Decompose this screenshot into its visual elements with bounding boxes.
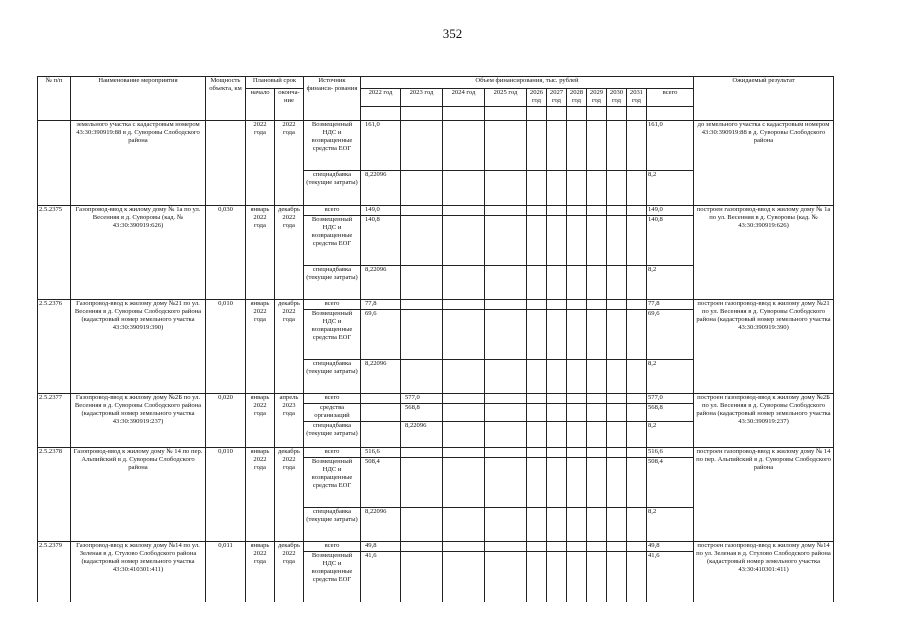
year-value [587,215,607,265]
year-value [527,447,547,457]
item-end: декабрь 2022 года [275,447,304,541]
header-year: 2023 год [401,89,443,107]
year-value [547,120,567,170]
funding-source: всего [304,299,361,309]
item-name: Газопровод-ввод к жилому дому №14 по ул. Зеленая в д. Стулово Слободского района (кадастровый номер земельного участка 43:30:410301:411) [71,541,206,602]
header-year: 2028 год [567,89,587,107]
year-value [401,309,443,359]
year-value [485,447,527,457]
year-value [485,551,527,602]
header-total: всего [647,89,694,107]
year-value [485,170,527,205]
year-value: 41,6 [361,551,401,602]
header-year: 2025 год [485,89,527,107]
year-value [527,551,547,602]
year-value [527,215,547,265]
year-value [627,393,647,403]
table-row [38,447,834,457]
year-value [547,507,567,541]
header-name: Наименование мероприятия [71,77,206,121]
year-value [401,299,443,309]
item-capacity: 0,020 [206,393,246,447]
funding-source: Возмещенный НДС и возвращенные средства ЕОГ [304,215,361,265]
year-value [567,205,587,215]
funding-source: Возмещенный НДС и возвращенные средства ЕОГ [304,120,361,170]
header-year: 2027 год [547,89,567,107]
year-value [607,421,627,447]
year-value: 8,22096 [361,265,401,299]
funding-source: спецнадбавка (текущие затраты) [304,507,361,541]
funding-source: спецнадбавка (текущие затраты) [304,421,361,447]
item-result: построен газопровод-ввод к жилому дому № 14 по пер. Альпийский в д. Суворовы Слободского района [694,447,834,541]
year-value [527,421,547,447]
year-value [627,309,647,359]
year-value: 161,0 [361,120,401,170]
year-value [485,299,527,309]
item-number: 2.5.2375 [38,205,71,299]
year-value [527,393,547,403]
header-year: 2022 год [361,89,401,107]
funding-source: всего [304,393,361,403]
year-value [485,265,527,299]
year-value [627,215,647,265]
year-value [401,507,443,541]
year-value [443,170,485,205]
year-value [443,359,485,393]
year-value [587,457,607,507]
year-value [527,205,547,215]
funding-source: Возмещенный НДС и возвращенные средства ЕОГ [304,551,361,602]
item-result: построен газопровод-ввод к жилому дому № 1а по ул. Весенняя в д. Суворовы (кад. № 43:30:390919:626) [694,205,834,299]
year-value [627,120,647,170]
row-total: 69,6 [647,309,694,359]
header-year: 2031 год [627,89,647,107]
year-value [527,457,547,507]
year-value [547,403,567,421]
row-total: 41,6 [647,551,694,602]
year-value: 77,8 [361,299,401,309]
item-number: 2.5.2378 [38,447,71,541]
item-name: Газопровод-ввод к жилому дому № 14 по пер. Альпийский в д. Суворовы Слободского района [71,447,206,541]
year-value [547,299,567,309]
row-total: 140,8 [647,215,694,265]
header-term-end: оконча- ние [275,89,304,121]
year-value [607,393,627,403]
year-value [547,205,567,215]
year-value [547,309,567,359]
year-value [443,551,485,602]
year-value: 8,22096 [401,421,443,447]
year-value [567,215,587,265]
year-value [485,120,527,170]
year-value [587,205,607,215]
item-end: 2022 года [275,120,304,205]
row-total: 8,2 [647,265,694,299]
year-value [485,541,527,551]
year-value: 8,22096 [361,507,401,541]
year-value [361,421,401,447]
year-value [607,215,627,265]
year-value [587,309,607,359]
item-capacity [206,120,246,205]
row-total: 8,2 [647,421,694,447]
year-value [527,403,547,421]
year-value [485,457,527,507]
year-value [567,393,587,403]
row-total: 568,8 [647,403,694,421]
year-value: 516,6 [361,447,401,457]
year-value [567,299,587,309]
row-total: 508,4 [647,457,694,507]
table-row [38,393,834,403]
year-value [587,551,607,602]
year-value [607,359,627,393]
year-value [547,170,567,205]
year-value [401,447,443,457]
funding-source: всего [304,447,361,457]
financing-table [37,76,834,602]
year-value [547,215,567,265]
year-value [401,265,443,299]
header-year: 2024 год [443,89,485,107]
header-capacity: Мощность объекта, км [206,77,246,121]
year-value [607,457,627,507]
row-total: 161,0 [647,120,694,170]
year-value: 568,8 [401,403,443,421]
item-name: Газопровод-ввод к жилому дому № 1а по ул. Весенняя в д. Суворовы (кад. № 43:30:390919:626) [71,205,206,299]
row-total: 77,8 [647,299,694,309]
year-value [587,541,607,551]
year-value [527,507,547,541]
item-result: построен газопровод-ввод к жилому дому №14 по ул. Зеленая в д. Стулово Слободского района (кадастровый номер земельного участка 43:30:410301:411) [694,541,834,602]
year-value [627,403,647,421]
year-value [443,447,485,457]
year-value [607,309,627,359]
header-year: 2030 год [607,89,627,107]
year-value [443,265,485,299]
year-value [401,170,443,205]
year-value [527,265,547,299]
year-value [443,299,485,309]
item-result: до земельного участка с кадастровым номером 43:30:390919:88 в д. Суворовы Слободского района [694,120,834,205]
year-value [443,403,485,421]
year-value [607,541,627,551]
year-value [547,359,567,393]
header-result: Ожидаемый результат [694,77,834,121]
year-value [587,421,607,447]
header-source: Источник финанси- рования [304,77,361,121]
year-value [547,447,567,457]
header-year: 2029 год [587,89,607,107]
year-value: 69,6 [361,309,401,359]
year-value [627,421,647,447]
funding-source: средства организаций [304,403,361,421]
item-capacity: 0,030 [206,205,246,299]
year-value [567,551,587,602]
year-value [485,403,527,421]
year-value: 8,22096 [361,359,401,393]
year-value [547,541,567,551]
item-start: январь 2022 года [246,205,275,299]
year-value [627,265,647,299]
year-value [587,265,607,299]
row-total: 8,2 [647,507,694,541]
funding-source: спецнадбавка (текущие затраты) [304,170,361,205]
year-value [401,205,443,215]
item-end: декабрь 2022 года [275,205,304,299]
year-value: 140,8 [361,215,401,265]
year-value [627,205,647,215]
item-start: 2022 года [246,120,275,205]
year-value [527,309,547,359]
funding-source: Возмещенный НДС и возвращенные средства ЕОГ [304,457,361,507]
year-value [567,457,587,507]
funding-source: спецнадбавка (текущие затраты) [304,265,361,299]
year-value: 149,0 [361,205,401,215]
year-value [607,120,627,170]
item-capacity: 0,011 [206,541,246,602]
year-value [527,170,547,205]
funding-source: всего [304,541,361,551]
year-value [567,120,587,170]
page-number: 352 [442,26,463,41]
year-value: 508,4 [361,457,401,507]
item-name: земельного участка с кадастровым номером 43:30:390919:88 в д. Суворовы Слободского района [71,120,206,205]
year-value: 577,0 [401,393,443,403]
item-capacity: 0,010 [206,447,246,541]
item-capacity: 0,010 [206,299,246,393]
year-value [547,551,567,602]
item-start: январь 2022 года [246,299,275,393]
funding-source: всего [304,205,361,215]
item-start: январь 2022 года [246,447,275,541]
item-end: декабрь 2022 года [275,299,304,393]
year-value [587,120,607,170]
funding-source: Возмещенный НДС и возвращенные средства ЕОГ [304,309,361,359]
year-value [607,205,627,215]
row-total: 49,8 [647,541,694,551]
year-value [485,507,527,541]
table-row [38,205,834,215]
year-value [485,393,527,403]
year-value [485,359,527,393]
year-value [567,541,587,551]
header-num: № п/п [38,77,71,121]
year-value [443,120,485,170]
year-value [567,359,587,393]
item-start: январь 2022 года [246,541,275,602]
year-value [607,551,627,602]
item-name: Газопровод-ввод к жилому дому №21 по ул. Весенняя в д. Суворовы Слободского района (кадастровый номер земельного участка 43:30:390919:390) [71,299,206,393]
year-value [627,447,647,457]
year-value: 49,8 [361,541,401,551]
year-value [547,421,567,447]
item-number [38,120,71,205]
year-value [401,359,443,393]
header-volume: Объем финансирования, тыс. рублей [361,77,694,89]
table-row [38,299,834,309]
year-value [567,403,587,421]
item-result: построен газопровод-ввод к жилому дому №21 по ул. Весенняя в д. Суворовы Слободского района (кадастровый номер земельного участка 43:30:390919:390) [694,299,834,393]
year-value [443,421,485,447]
year-value [627,299,647,309]
header-term: Плановый срок [246,77,304,89]
year-value [607,265,627,299]
year-value [443,507,485,541]
item-result: построен газопровод-ввод к жилому дому №2Б по ул. Весенняя в д. Суворовы Слободского района (кадастровый номер земельного участка 43:30:390919:237) [694,393,834,447]
year-value [485,205,527,215]
year-value [443,215,485,265]
year-value [607,403,627,421]
year-value [527,359,547,393]
year-value [567,309,587,359]
item-number: 2.5.2376 [38,299,71,393]
item-end: декабрь 2022 года [275,541,304,602]
year-value [401,457,443,507]
year-value [587,507,607,541]
item-number: 2.5.2379 [38,541,71,602]
year-value [627,359,647,393]
year-value [547,393,567,403]
year-value [443,393,485,403]
year-value [607,170,627,205]
year-value: 8,22096 [361,170,401,205]
year-value [627,551,647,602]
item-start: январь 2022 года [246,393,275,447]
item-number: 2.5.2377 [38,393,71,447]
year-value [485,309,527,359]
year-value [567,170,587,205]
year-value [567,265,587,299]
year-value [607,299,627,309]
year-value [401,120,443,170]
year-value [567,447,587,457]
year-value [627,457,647,507]
header-term-start: начало [246,89,275,121]
table-row [38,120,834,170]
year-value [587,170,607,205]
row-total: 8,2 [647,359,694,393]
row-total: 577,0 [647,393,694,403]
year-value [547,457,567,507]
year-value [607,447,627,457]
year-value [443,541,485,551]
funding-source: спецнадбавка (текущие затраты) [304,359,361,393]
table-row [38,541,834,551]
year-value [587,447,607,457]
row-total: 516,6 [647,447,694,457]
year-value [443,457,485,507]
row-total: 8,2 [647,170,694,205]
year-value [485,421,527,447]
year-value [361,403,401,421]
year-value [587,299,607,309]
item-name: Газопровод-ввод к жилому дому №2Б по ул. Весенняя в д. Суворовы Слободского района (кадастровый номер земельного участка 43:30:390919:237) [71,393,206,447]
year-value [547,265,567,299]
year-value [627,541,647,551]
year-value [527,299,547,309]
header-year: 2026 год [527,89,547,107]
year-value [401,551,443,602]
year-value [627,507,647,541]
item-end: апрель 2023 года [275,393,304,447]
year-value [443,309,485,359]
year-value [607,507,627,541]
year-value [567,421,587,447]
year-value [587,403,607,421]
year-value [401,215,443,265]
year-value [587,393,607,403]
year-value [485,215,527,265]
year-value [401,541,443,551]
year-value [587,359,607,393]
year-value [527,120,547,170]
year-value [361,393,401,403]
year-value [443,205,485,215]
row-total: 149,0 [647,205,694,215]
year-value [567,507,587,541]
year-value [627,170,647,205]
year-value [527,541,547,551]
